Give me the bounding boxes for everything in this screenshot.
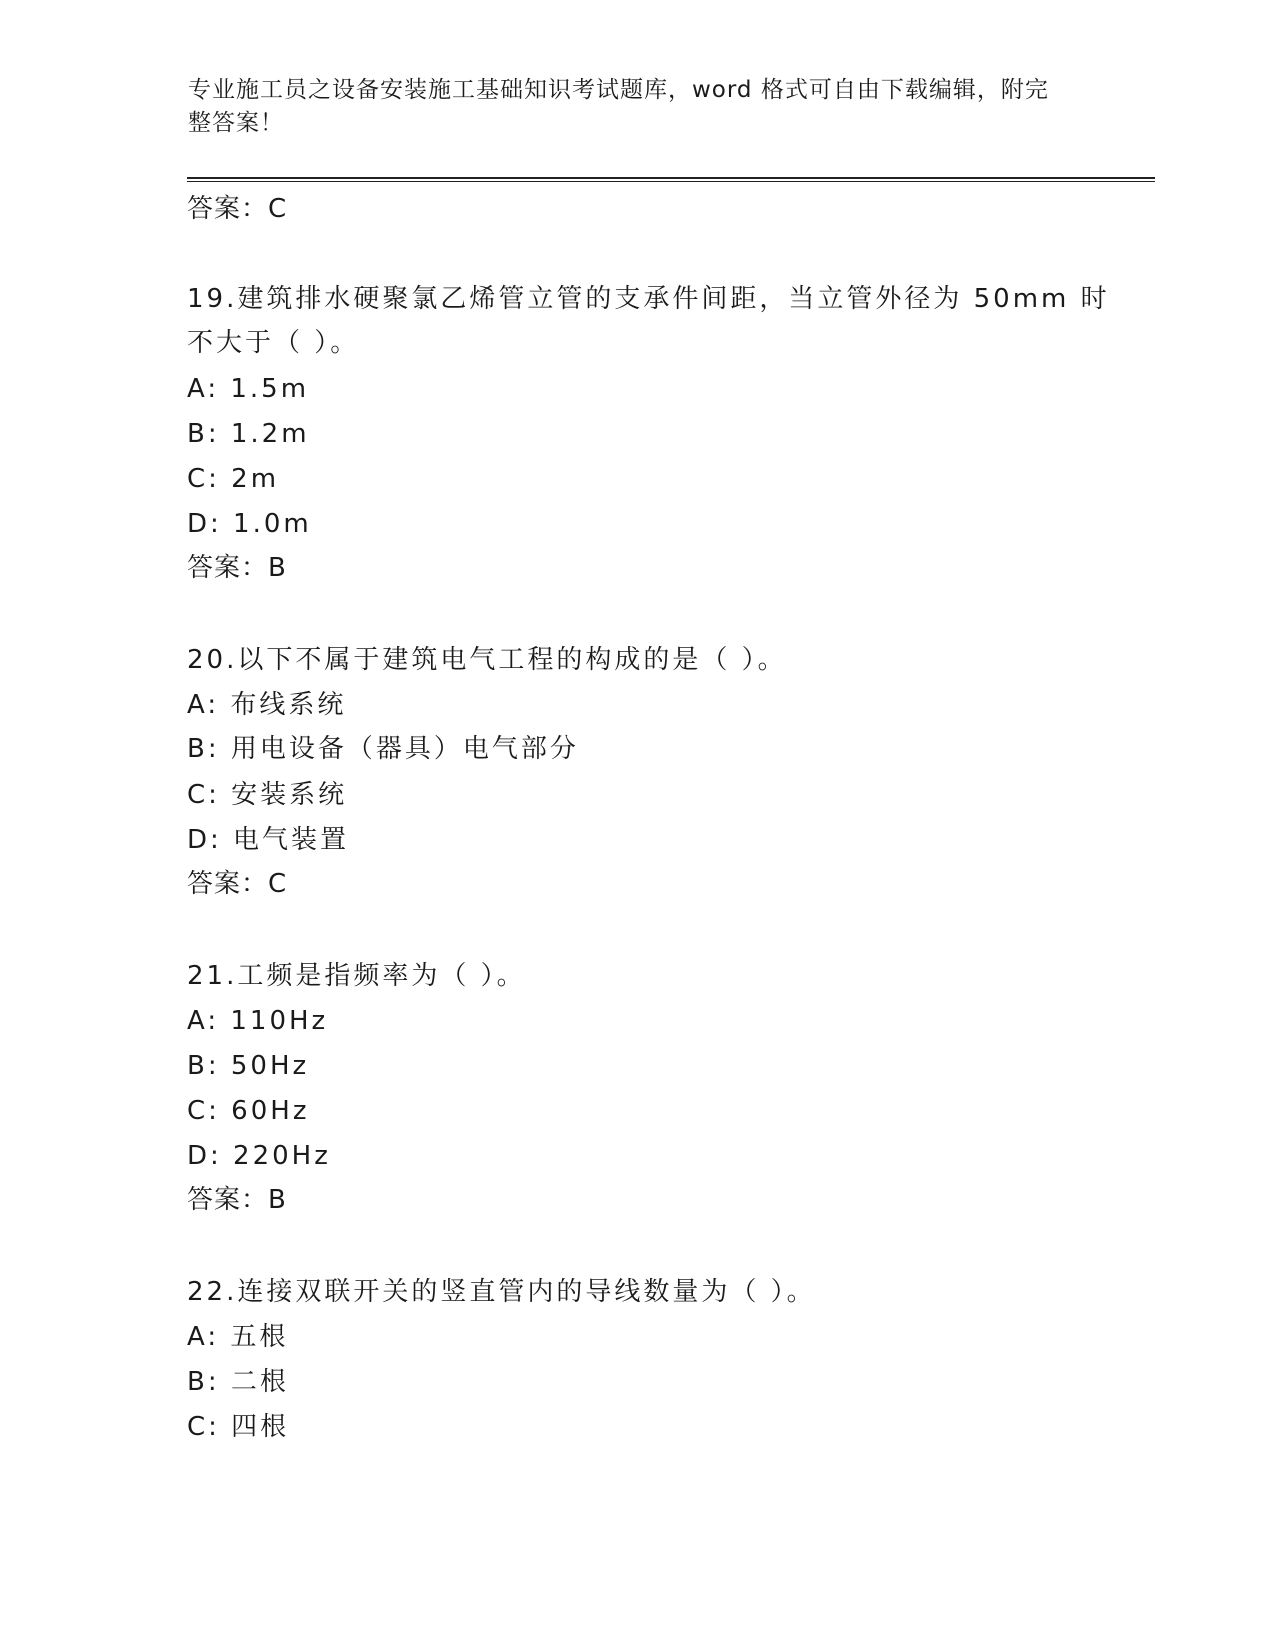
question-20-answer: 答案：C — [187, 869, 288, 899]
question-21-stem-line-1: 21.工频是指频率为（ ）。 — [187, 961, 526, 991]
question-22-option-c: C: 四根 — [187, 1412, 290, 1442]
question-20-option-a: A: 布线系统 — [187, 690, 347, 720]
question-20-stem-line-1: 20.以下不属于建筑电气工程的构成的是（ ）。 — [187, 645, 787, 675]
header-title-line-1: 专业施工员之设备安装施工基础知识考试题库，word 格式可自由下载编辑，附完 — [188, 77, 1049, 103]
question-21-option-c: C: 60Hz — [187, 1096, 310, 1126]
question-21-option-b: B: 50Hz — [187, 1051, 310, 1081]
previous-answer: 答案：C — [187, 194, 288, 224]
question-19-stem-line-2: 不大于（ ）。 — [187, 328, 360, 358]
question-19-stem-line-1: 19.建筑排水硬聚氯乙烯管立管的支承件间距，当立管外径为 50mm 时 — [187, 284, 1110, 314]
question-22-stem-line-1: 22.连接双联开关的竖直管内的导线数量为（ ）。 — [187, 1277, 816, 1307]
question-20-option-d: D: 电气装置 — [187, 825, 350, 855]
question-19-answer: 答案：B — [187, 553, 287, 583]
question-19-option-b: B: 1.2m — [187, 419, 310, 449]
question-20-option-b: B: 用电设备（器具）电气部分 — [187, 734, 579, 764]
document-header — [188, 74, 1068, 140]
question-22-option-b: B: 二根 — [187, 1367, 289, 1397]
question-21-option-d: D: 220Hz — [187, 1141, 331, 1171]
question-21-answer: 答案：B — [187, 1185, 287, 1215]
header-divider — [187, 177, 1155, 182]
header-title-line-2: 整答案！ — [188, 110, 284, 136]
question-21-option-a: A: 110Hz — [187, 1006, 329, 1036]
question-19-option-c: C: 2m — [187, 464, 280, 494]
question-20-option-c: C: 安装系统 — [187, 780, 348, 810]
question-19-option-d: D: 1.0m — [187, 509, 312, 539]
question-22-option-a: A: 五根 — [187, 1322, 289, 1352]
question-19-option-a: A: 1.5m — [187, 374, 310, 404]
